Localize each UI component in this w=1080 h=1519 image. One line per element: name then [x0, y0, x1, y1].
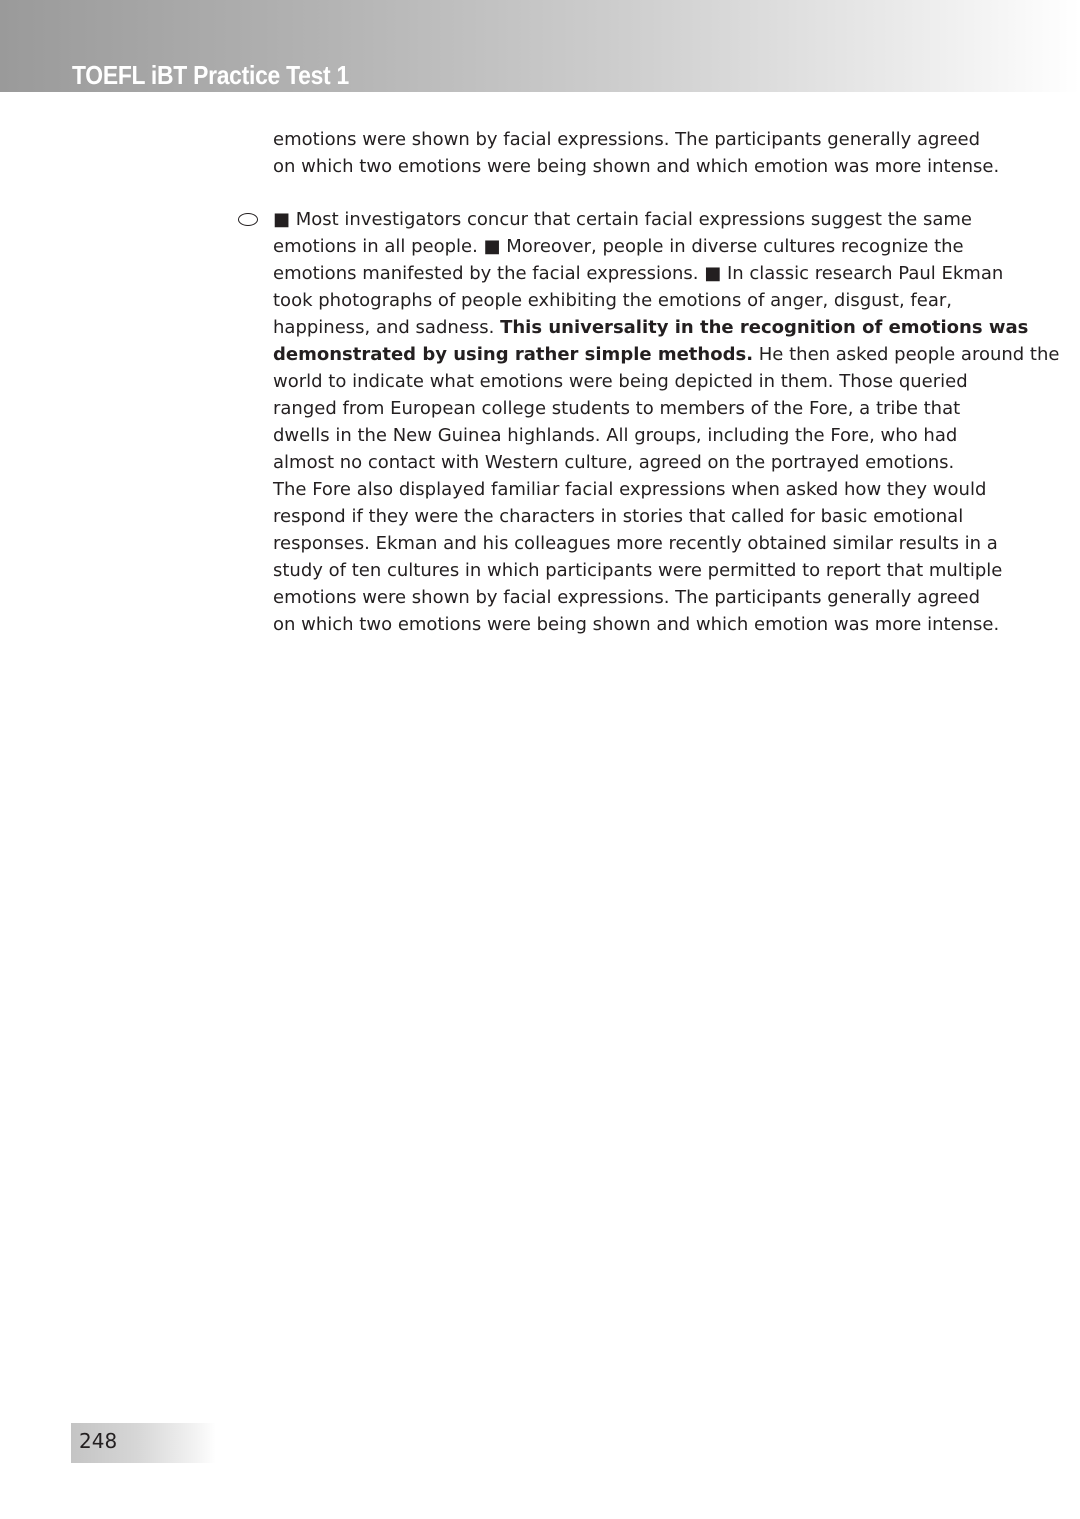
- paragraph-line: [273, 233, 1033, 260]
- paragraph-line: [273, 395, 1033, 422]
- paragraph-line: [273, 314, 1033, 341]
- text-segment: on which two emotions were being shown and which emotion was more intense.: [273, 614, 1000, 635]
- page-header-title: TOEFL iBT Practice Test 1: [72, 60, 349, 90]
- paragraph-line: [273, 530, 1033, 557]
- paragraph-line: [273, 287, 1033, 314]
- paragraph-line: [273, 260, 1033, 287]
- text-segment: The Fore also displayed familiar facial expressions when asked how they would: [273, 479, 987, 500]
- text-segment: happiness, and sadness.: [273, 317, 501, 338]
- text-segment: study of ten cultures in which participants were permitted to report that multiple: [273, 560, 1003, 581]
- text-segment: emotions manifested by the facial expressions. ■ In classic research Paul Ekman: [273, 263, 1004, 284]
- text-segment: ranged from European college students to members of the Fore, a tribe that: [273, 398, 961, 419]
- paragraph-line: [273, 341, 1060, 368]
- paragraph-line: [273, 368, 1033, 395]
- paragraph-line: [273, 422, 1033, 449]
- text-segment: responses. Ekman and his colleagues more recently obtained similar results in a: [273, 533, 998, 554]
- highlighted-sentence-segment: demonstrated by using rather simple methods.: [273, 344, 754, 365]
- highlighted-sentence-segment: This universality in the recognition of emotions was: [500, 317, 1029, 338]
- text-segment: took photographs of people exhibiting the emotions of anger, disgust, fear,: [273, 290, 952, 311]
- text-segment: almost no contact with Western culture, agreed on the portrayed emotions.: [273, 452, 955, 473]
- continued-passage-text: [273, 126, 1033, 180]
- text-segment: dwells in the New Guinea highlands. All groups, including the Fore, who had: [273, 425, 958, 446]
- text-segment: emotions were shown by facial expressions. The participants generally agreed: [273, 587, 981, 608]
- paragraph-line: [273, 611, 1033, 638]
- paragraph-line: [273, 557, 1033, 584]
- oval-paragraph-marker-icon[interactable]: [238, 213, 258, 226]
- page-number: 248: [79, 1429, 118, 1453]
- text-segment: world to indicate what emotions were being depicted in them. Those queried: [273, 371, 968, 392]
- paragraph-line: [273, 206, 1033, 233]
- continued-line: emotions were shown by facial expressions. The participants generally agreed: [273, 129, 981, 150]
- text-segment: emotions in all people. ■ Moreover, people in diverse cultures recognize the: [273, 236, 964, 257]
- passage-paragraph: [273, 206, 1060, 638]
- paragraph-line: [273, 449, 1033, 476]
- text-segment: He then asked people around the: [753, 344, 1060, 365]
- paragraph-line: [273, 503, 1033, 530]
- text-segment: ■ Most investigators concur that certain facial expressions suggest the same: [273, 209, 972, 230]
- text-segment: respond if they were the characters in stories that called for basic emotional: [273, 506, 964, 527]
- paragraph-line: [273, 584, 1033, 611]
- paragraph-line: [273, 476, 1033, 503]
- continued-line: on which two emotions were being shown and which emotion was more intense.: [273, 156, 1000, 177]
